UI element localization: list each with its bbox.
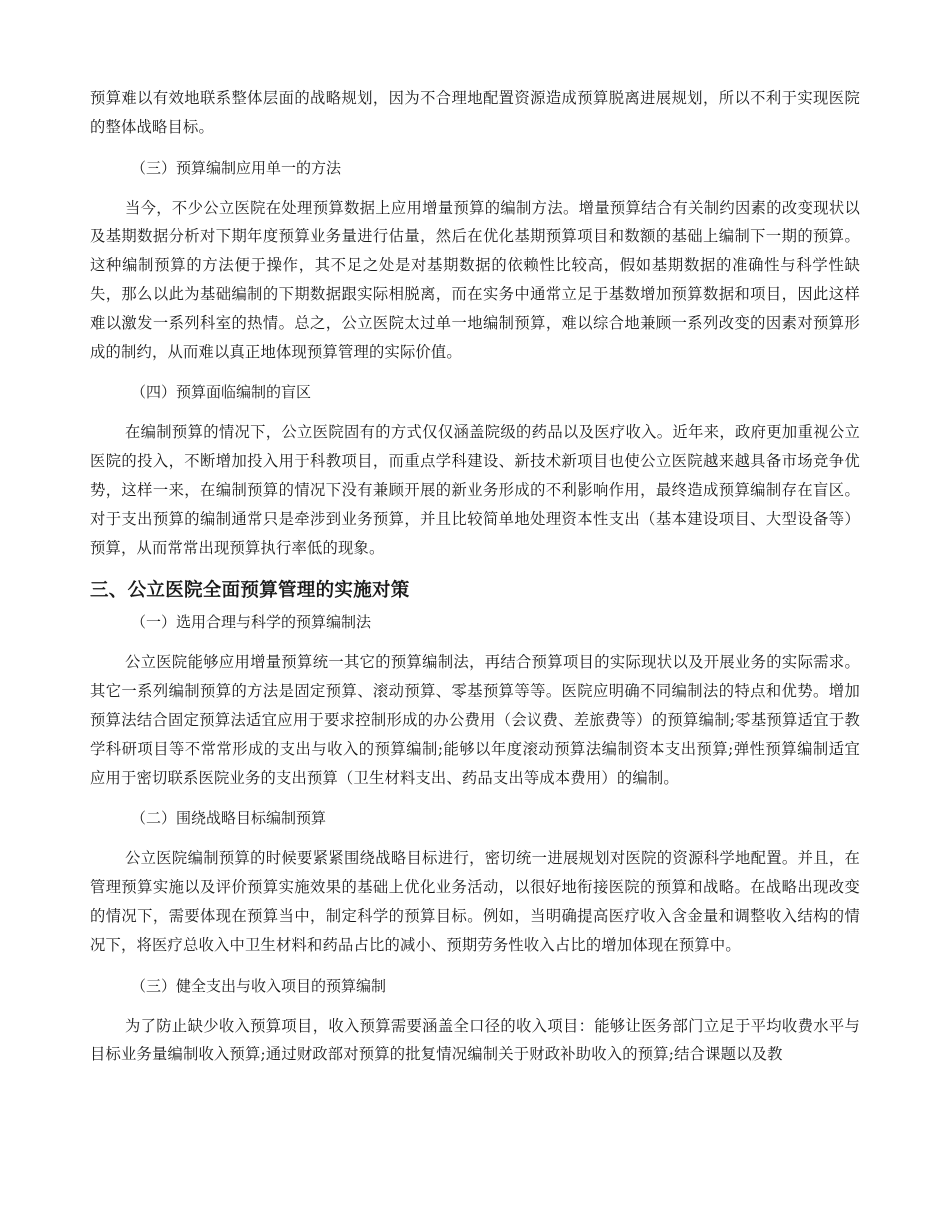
subheading-strategic-goal: （二）围绕战略目标编制预算 — [131, 809, 327, 828]
subheading-blind-zone: （四）预算面临编制的盲区 — [131, 383, 312, 402]
subheading-income-expense: （三）健全支出与收入项目的预算编制 — [131, 976, 387, 995]
paragraph-strategy-continuation: 预算难以有效地联系整体层面的战略规划，因为不合理地配置资源造成预算脱离进展规划，所以不利于实现医院的整体战略目标。 — [90, 89, 860, 136]
paragraph-method-selection: 公立医院能够应用增量预算统一其它的预算编制法，再结合预算项目的实际现状以及开展业务的实际需求。其它一系列编制预算的方法是固定预算、滚动预算、零基预算等等。医院应明确不同编制法的特点和优势。增加预算法结合固定预算法适宜应用于要求控制形成的办公费用（会议费、差旅费等）的预算编制;零基预算适宜于教学科研项目等不常常形成的支出与收入的预算编制;能够以年度滚动预算法编制资本支出预算;弹性预算编制适宜应用于密切联系医院业务的支出预算（卫生材料支出、药品支出等成本费用）的编制。 — [90, 653, 860, 787]
paragraph-income-expense: 为了防止缺少收入预算项目，收入预算需要涵盖全口径的收入项目：能够让医务部门立足于平均收费水平与目标业务量编制收入预算;通过财政部对预算的批复情况编制关于财政补助收入的预算;结合课题以及教 — [90, 1016, 860, 1064]
paragraph-strategic-goal: 公立医院编制预算的时候要紧紧围绕战略目标进行，密切统一进展规划对医院的资源科学地配置。并且，在管理预算实施以及评价预算实施效果的基础上优化业务活动，以很好地衔接医院的预算和战略。在战略出现改变的情况下，需要体现在预算当中，制定科学的预算目标。例如，当明确提高医疗收入含金量和调整收入结构的情况下，将医疗总收入中卫生材料和药品占比的减小、预期劳务性收入占比的增加体现在预算中。 — [90, 849, 860, 954]
section-heading-implementation: 三、公立医院全面预算管理的实施对策 — [90, 580, 410, 602]
paragraph-blind-zone: 在编制预算的情况下，公立医院固有的方式仅仅涵盖院级的药品以及医疗收入。近年来，政府更加重视公立医院的投入，不断增加投入用于科教项目，而重点学科建设、新技术新项目也使公立医院越来越具备市场竞争优势，这样一来，在编制预算的情况下没有兼顾开展的新业务形成的不利影响作用，最终造成预算编制存在盲区。对于支出预算的编制通常只是牵涉到业务预算，并且比较简单地处理资本性支出（基本建设项目、大型设备等）预算，从而常常出现预算执行率低的现象。 — [90, 423, 860, 557]
subheading-method-selection: （一）选用合理与科学的预算编制法 — [131, 613, 372, 632]
subheading-single-method: （三）预算编制应用单一的方法 — [131, 158, 342, 177]
document-body — [90, 84, 860, 1069]
paragraph-incremental-budget: 当今，不少公立医院在处理预算数据上应用增量预算的编制方法。增量预算结合有关制约因素的改变现状以及基期数据分析对下期年度预算业务量进行估量，然后在优化基期预算项目和数额的基础上编制下一期的预算。这种编制预算的方法便于操作，其不足之处是对基期数据的依赖性比较高，假如基期数据的准确性与科学性缺失，那么以此为基础编制的下期数据跟实际相脱离，而在实务中通常立足于基数增加预算数据和项目，因此这样难以激发一系列科室的热情。总之，公立医院太过单一地编制预算，难以综合地兼顾一系列改变的因素对预算形成的制约，从而难以真正地体现预算管理的实际价值。 — [90, 198, 860, 361]
